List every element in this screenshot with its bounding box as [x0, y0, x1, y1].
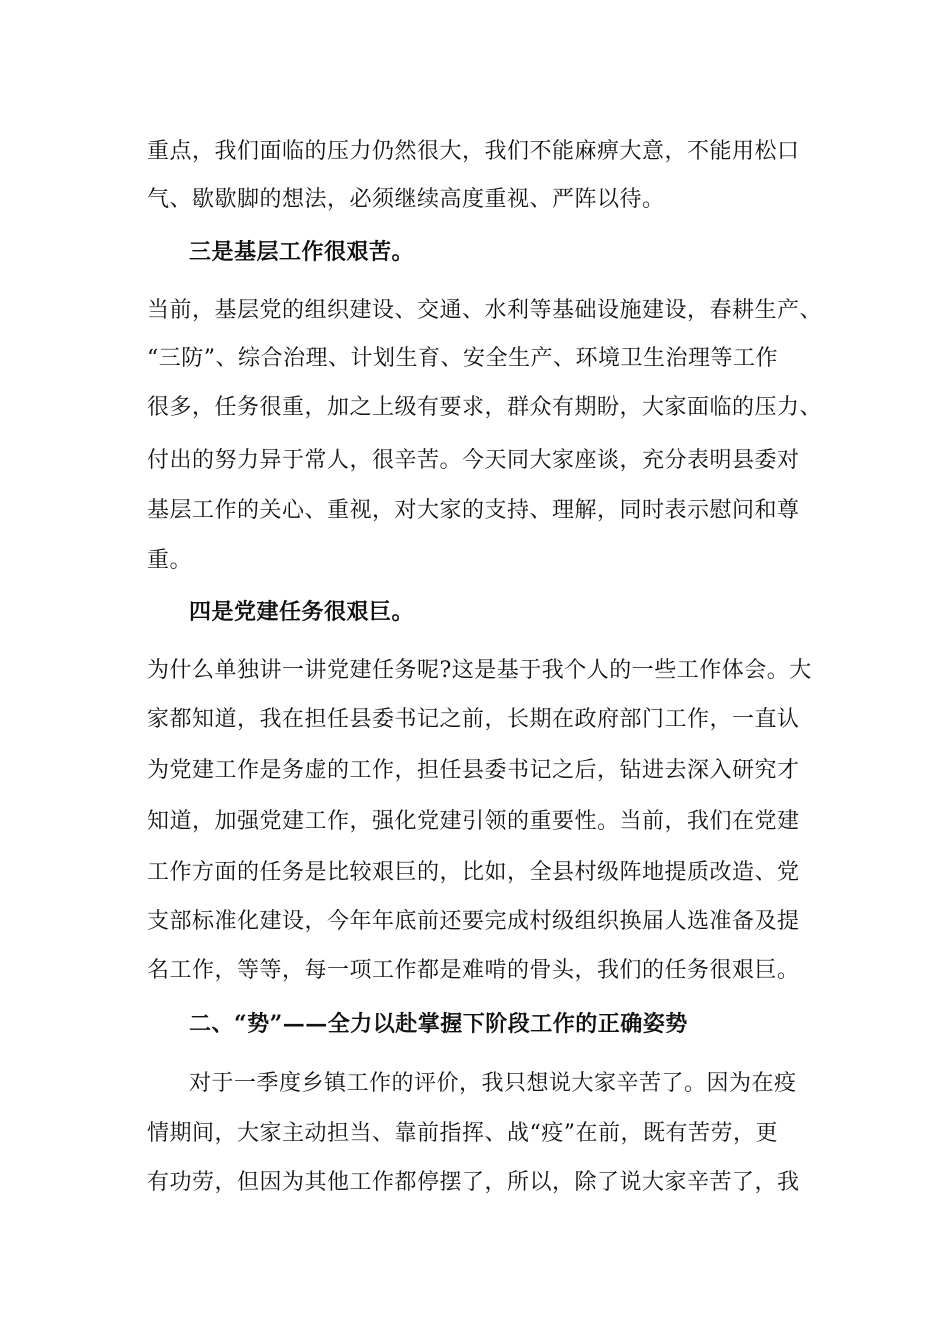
- paragraph-2-line-3: 很多，任务很重，加之上级有要求，群众有期盼，大家面临的压力、: [147, 395, 823, 420]
- paragraph-2-line-5: 基层工作的关心、重视，对大家的支持、理解，同时表示慰问和尊: [147, 498, 800, 523]
- paragraph-2-line-6: 重。: [147, 548, 193, 573]
- paragraph-3-line-4: 知道，加强党建工作，强化党建引领的重要性。当前，我们在党建: [147, 809, 800, 834]
- paragraph-2-line-2: “三防”、综合治理、计划生育、安全生产、环境卫生治理等工作: [147, 346, 778, 371]
- paragraph-1-line-2: 气、歇歇脚的想法，必须继续高度重视、严阵以待。: [147, 187, 665, 212]
- paragraph-3-line-7: 名工作，等等，每一项工作都是难啃的骨头，我们的任务很艰巨。: [147, 958, 800, 983]
- paragraph-3-line-3: 为党建工作是务虚的工作，担任县委书记之后，钻进去深入研究才: [147, 758, 800, 783]
- paragraph-3-line-2: 家都知道，我在担任县委书记之前，长期在政府部门工作，一直认: [147, 707, 800, 732]
- heading-third-point: 三是基层工作很艰苦。: [189, 239, 415, 265]
- paragraph-4-line-1: 对于一季度乡镇工作的评价，我只想说大家辛苦了。因为在疫: [189, 1071, 797, 1096]
- paragraph-3-line-5: 工作方面的任务是比较艰巨的，比如，全县村级阵地提质改造、党: [147, 860, 800, 885]
- heading-fourth-point: 四是党建任务很艰巨。: [189, 599, 415, 625]
- paragraph-4-line-3: 有功劳，但因为其他工作都停摆了，所以，除了说大家辛苦了，我: [147, 1170, 800, 1195]
- paragraph-3-line-6: 支部标准化建设，今年年底前还要完成村级组织换届人选准备及提: [147, 909, 800, 934]
- paragraph-4-line-2: 情期间，大家主动担当、靠前指挥、战“疫”在前，既有苦劳，更: [147, 1121, 778, 1146]
- paragraph-2-line-1: 当前，基层党的组织建设、交通、水利等基础设施建设，春耕生产、: [147, 298, 823, 323]
- section-two-heading: 二、“势”——全力以赴掌握下阶段工作的正确姿势: [189, 1011, 688, 1037]
- paragraph-1-line-1: 重点，我们面临的压力仍然很大，我们不能麻痹大意，不能用松口: [147, 139, 800, 164]
- paragraph-2-line-4: 付出的努力异于常人，很辛苦。今天同大家座谈，充分表明县委对: [147, 448, 800, 473]
- paragraph-3-line-1: 为什么单独讲一讲党建任务呢?这是基于我个人的一些工作体会。大: [147, 658, 812, 683]
